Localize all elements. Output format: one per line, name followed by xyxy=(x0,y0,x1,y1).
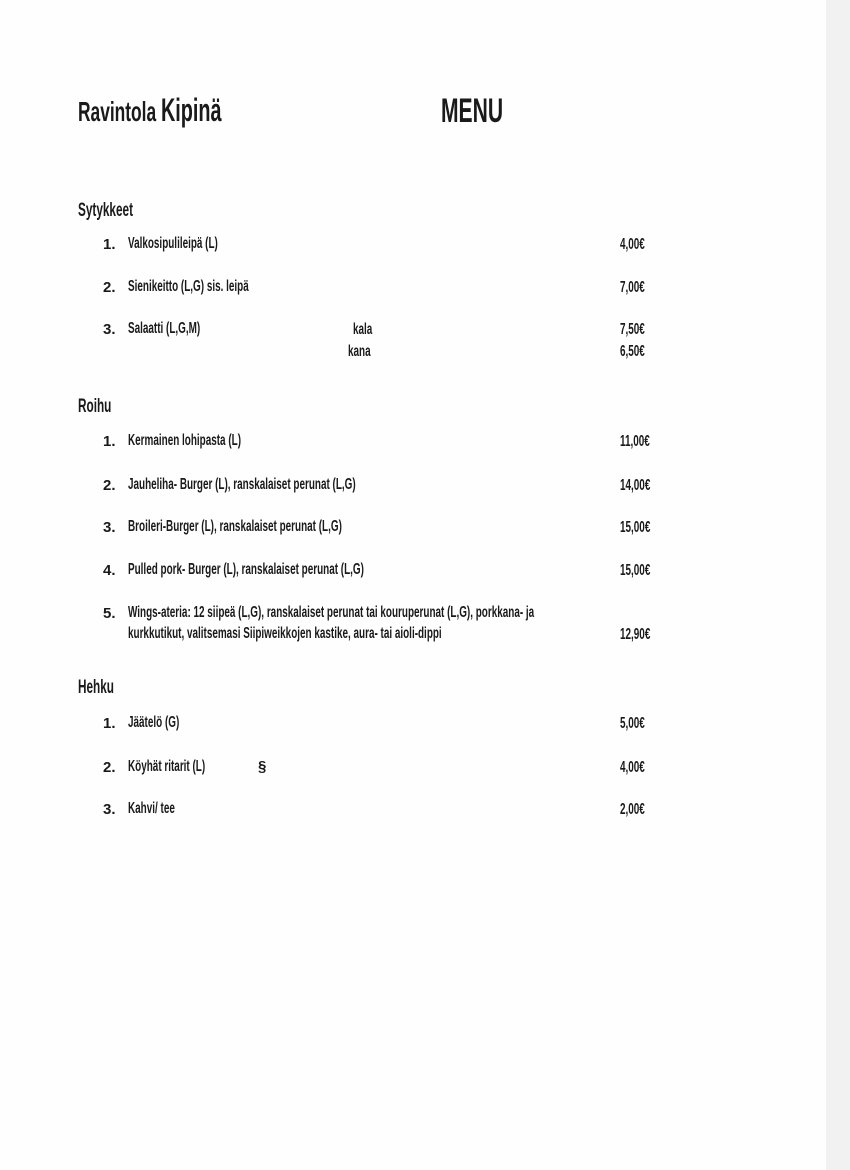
item-name: Köyhät ritarit (L) xyxy=(128,758,206,775)
item-name: Broileri-Burger (L), ranskalaiset perunat (L,G) xyxy=(128,518,342,535)
item-name: Pulled pork- Burger (L), ranskalaiset perunat (L,G) xyxy=(128,561,364,578)
menu-title: MENU xyxy=(441,92,504,130)
variant-price: 7,50€ xyxy=(620,321,645,338)
item-name: Kahvi/ tee xyxy=(128,800,175,817)
restaurant-title xyxy=(78,93,310,129)
item-price: 4,00€ xyxy=(620,759,645,776)
item-name: Kermainen lohipasta (L) xyxy=(128,432,241,449)
item-name-line2: kurkkutikut, valitsemasi Siipiweikkojen kastike, aura- tai aioli-dippi xyxy=(128,625,442,642)
item-number: 4. xyxy=(103,562,116,579)
item-price: 11,00€ xyxy=(620,433,650,450)
item-number: 2. xyxy=(103,279,116,296)
restaurant-prefix: Ravintola xyxy=(78,96,157,127)
item-price: 7,00€ xyxy=(620,279,645,296)
item-name: Valkosipulileipä (L) xyxy=(128,235,218,252)
item-number: 2. xyxy=(103,759,116,776)
variant-label: kana xyxy=(348,343,371,360)
section-sign-icon: § xyxy=(258,758,267,775)
item-number: 3. xyxy=(103,519,116,536)
restaurant-name: Kipinä xyxy=(160,92,222,128)
item-number: 1. xyxy=(103,715,116,732)
item-number: 2. xyxy=(103,477,116,494)
item-price: 2,00€ xyxy=(620,801,645,818)
item-name: Salaatti (L,G,M) xyxy=(128,320,201,337)
item-price: 5,00€ xyxy=(620,715,645,732)
item-number: 3. xyxy=(103,321,116,338)
section-heading-roihu: Roihu xyxy=(78,396,112,417)
section-heading-hehku: Hehku xyxy=(78,677,115,698)
item-price: 12,90€ xyxy=(620,626,651,643)
variant-price: 6,50€ xyxy=(620,343,645,360)
item-name-line1: Wings-ateria: 12 siipeä (L,G), ranskalaiset perunat tai kouruperunat (L,G), porkkana- ja xyxy=(128,604,535,621)
item-price: 15,00€ xyxy=(620,519,651,536)
item-price: 4,00€ xyxy=(620,236,645,253)
item-number: 5. xyxy=(103,605,116,622)
item-name: Sienikeitto (L,G) sis. leipä xyxy=(128,278,249,295)
item-number: 1. xyxy=(103,433,116,450)
item-name: Jäätelö (G) xyxy=(128,714,180,731)
item-number: 3. xyxy=(103,801,116,818)
item-price: 14,00€ xyxy=(620,477,651,494)
section-heading-sytykkeet: Sytykkeet xyxy=(78,200,134,221)
item-name: Jauheliha- Burger (L), ranskalaiset perunat (L,G) xyxy=(128,476,356,493)
item-price: 15,00€ xyxy=(620,562,651,579)
variant-label: kala xyxy=(353,321,373,338)
scan-edge xyxy=(826,0,850,1170)
item-number: 1. xyxy=(103,236,116,253)
